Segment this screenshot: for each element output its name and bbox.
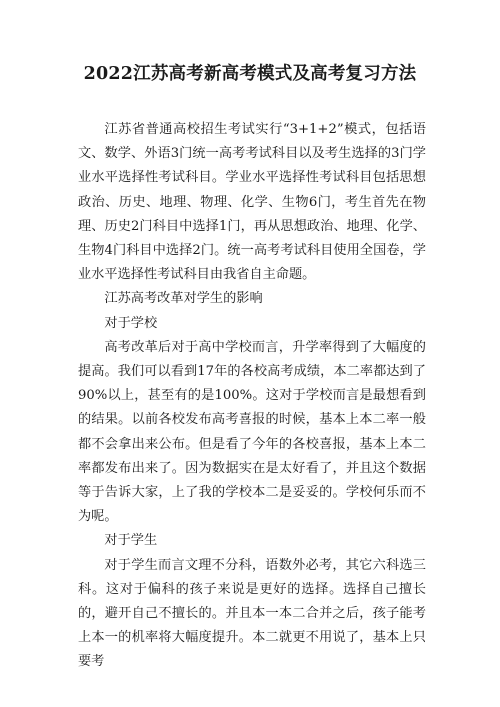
paragraph-students: 对于学生而言文理不分科，语数外必考，其它六科选三科。这对于偏科的孩子来说是更好的选择。选择自己擅长的，避开自己不擅长的。并且本一本二合并之后，孩子能考上本一的机率将大幅度提升。本二就更不用说了，基本上只要考 bbox=[78, 557, 426, 670]
section-heading-impact: 江苏高考改革对学生的影响 bbox=[104, 291, 263, 307]
paragraph-exam-mode: 江苏省普通高校招生考试实行“3+1+2”模式，包括语文、数学、外语3门统一高考考试科目以及考生选择的3门学业水平选择性考试科目。学业水平选择性考试科目包括思想政治、历史、地理、物理、化学、生物6门，考生首先在物理、历史2门科目中选择1门，再从思想政治、地理、化学、生物4门科目中选择2门。统一高考考试科目使用全国卷，学业水平选择性考试科目由我省自主命题。 bbox=[78, 122, 426, 283]
section-heading-schools: 对于学校 bbox=[104, 315, 158, 331]
document-body bbox=[78, 118, 426, 675]
paragraph-schools: 高考改革后对于高中学校而言，升学率得到了大幅度的提高。我们可以看到17年的各校高考成绩，本二率都达到了90%以上，甚至有的是100%。这对于学校而言是最想看到的结果。以前各校发布高考喜报的时候，基本上本二率一般都不会拿出来公布。但是看了今年的各校喜报，基本上本二率都发布出来了。因为数据实在是太好看了，并且这个数据等于告诉大家，上了我的学校本二是妥妥的。学校何乐而不为呢。 bbox=[78, 339, 426, 525]
document-title: 2022江苏高考新高考模式及高考复习方法 bbox=[83, 64, 417, 84]
section-heading-students: 对于学生 bbox=[104, 533, 158, 549]
